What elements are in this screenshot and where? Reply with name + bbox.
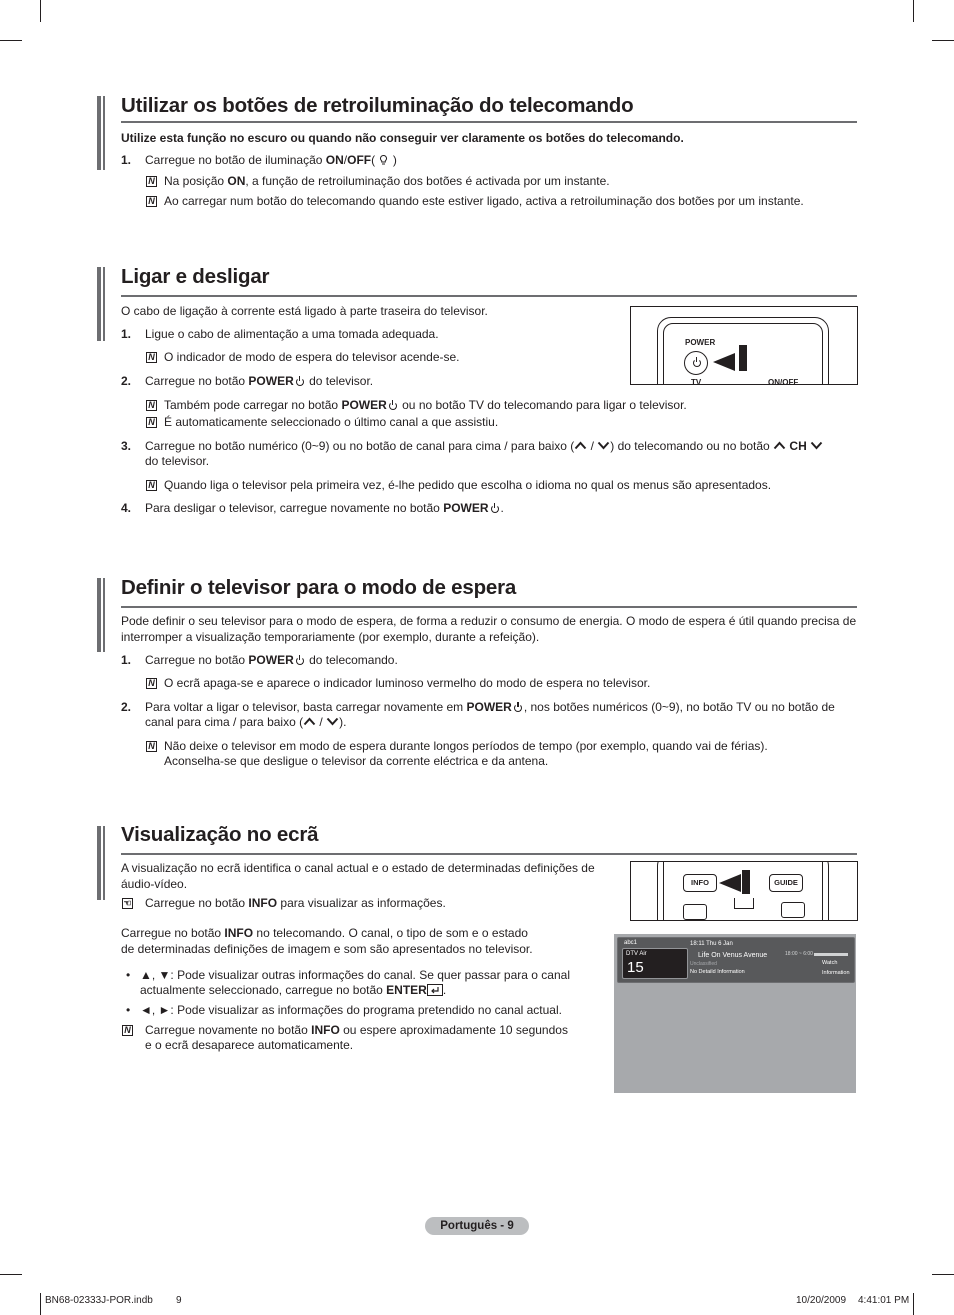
note-text-continued: e o ecrã desaparece automaticamente.: [145, 1038, 354, 1052]
osd-watch: Watch: [822, 960, 838, 966]
section-intro: O cabo de ligação à corrente está ligado à parte traseira do televisor.: [121, 304, 488, 318]
crop-mark: [0, 1274, 22, 1275]
step-text-continued: do televisor.: [145, 454, 210, 468]
note-text-continued: Aconselha-se que desligue o televisor da corrente eléctrica e da antena.: [164, 754, 549, 768]
power-icon: [513, 702, 523, 712]
hand-icon: ☜: [123, 898, 132, 908]
info-button: INFO: [683, 874, 717, 892]
note-text: É automaticamente seleccionado o último canal a que assistiu.: [164, 415, 499, 429]
note-text: Também pode carregar no botão POWER ou no botão TV do telecomando para ligar o televisor.: [164, 398, 687, 412]
chevron-down-icon: [597, 441, 610, 450]
step-text: Carregue no botão de iluminação ON/OFF( ): [145, 153, 397, 167]
note-icon: N: [122, 1025, 133, 1036]
step-number: 1.: [121, 327, 132, 341]
step-number: 4.: [121, 501, 132, 515]
note-icon: N: [146, 400, 157, 411]
note-text: Na posição ON, a função de retroiluminação dos botões é activada por um instante.: [164, 174, 610, 188]
power-button-icon: [684, 351, 708, 375]
power-icon: [490, 503, 500, 513]
power-icon: [295, 655, 305, 665]
guide-button: GUIDE: [769, 874, 803, 892]
note-icon: N: [146, 480, 157, 491]
osd-program: Life On Venus Avenue: [698, 952, 768, 959]
enter-icon: [427, 984, 443, 996]
section-rule: [121, 853, 857, 855]
note-icon: N: [146, 176, 157, 187]
chevron-down-icon: [326, 717, 339, 726]
step-text: Carregue no botão POWER do televisor.: [145, 374, 374, 388]
osd-channel-name: abc1: [624, 940, 638, 946]
pointer-arrow-icon: [713, 353, 735, 371]
chevron-up-icon: [773, 441, 786, 450]
note-icon: N: [146, 417, 157, 428]
osd-source: DTV Air: [626, 951, 647, 957]
step-text: Carregue no botão numérico (0~9) ou no botão de canal para cima / para baixo ( / ) do telecomando ou no botão CH: [145, 439, 823, 455]
hand-text: Carregue no botão INFO para visualizar as informações.: [145, 896, 446, 910]
crop-mark: [932, 1274, 954, 1275]
step-number: 2.: [121, 700, 132, 714]
crop-mark: [913, 0, 914, 22]
body-paragraph: Carregue no botão INFO no telecomando. O canal, o tipo de som e o estado: [121, 926, 528, 940]
light-bulb-icon: [378, 154, 389, 166]
note-icon: N: [146, 196, 157, 207]
section-title: Utilizar os botões de retroiluminação do telecomando: [121, 94, 634, 117]
page-number-badge: Português - 9: [425, 1217, 529, 1235]
step-text-continued: canal para cima / para baixo ( / ).: [145, 715, 347, 729]
step-number: 3.: [121, 439, 132, 453]
osd-screen: [614, 934, 856, 1093]
file-page: 9: [176, 1295, 182, 1306]
note-text: O indicador de modo de espera do televisor acende-se.: [164, 350, 460, 364]
section-rule: [121, 606, 857, 608]
osd-datetime: 18:11 Thu 6 Jan: [690, 941, 733, 947]
section-intro: Pode definir o seu televisor para o modo de espera, de forma a reduzir o consumo de energia. O modo de espera é útil quando precisa de interromper a visualização temporariamente (por exemplo, durante a refeição).: [121, 614, 857, 644]
note-icon: N: [146, 741, 157, 752]
power-icon: [388, 400, 398, 410]
remote-power-figure: [630, 306, 858, 385]
step-number: 2.: [121, 374, 132, 388]
osd-channel-number: 15: [627, 959, 644, 976]
print-time: 4:41:01 PM: [858, 1295, 910, 1306]
print-date: 10/20/2009: [796, 1295, 847, 1306]
section-title: Ligar e desligar: [121, 265, 270, 288]
power-icon: [295, 376, 305, 386]
body-paragraph-continued: de determinadas definições de imagem e som são apresentados no televisor.: [121, 942, 533, 956]
tv-label: TV: [691, 378, 702, 385]
osd-banner: [617, 937, 855, 983]
section-title: Definir o televisor para o modo de espera: [121, 576, 517, 599]
crop-mark: [40, 0, 41, 22]
bullet-dot: •: [126, 1003, 131, 1017]
chevron-up-icon: [303, 717, 316, 726]
bullet-text: ◄, ►: Pode visualizar as informações do programa pretendido no canal actual.: [140, 1003, 562, 1017]
note-text: Não deixe o televisor em modo de espera durante longos períodos de tempo (por exemplo, quando vai de férias).: [164, 739, 768, 753]
step-text: Carregue no botão POWER do telecomando.: [145, 653, 398, 667]
remote-info-figure: [630, 861, 858, 921]
note-icon: N: [146, 678, 157, 689]
osd-information: Information: [822, 970, 850, 976]
step-text: Ligue o cabo de alimentação a uma tomada adequada.: [145, 327, 439, 341]
chevron-up-icon: [574, 441, 587, 450]
section-rule: [121, 295, 857, 297]
step-number: 1.: [121, 653, 132, 667]
file-name: BN68-02333J-POR.indb: [45, 1295, 153, 1306]
section-intro: A visualização no ecrã identifica o canal actual e o estado de determinadas definições de áudio-vídeo.: [121, 861, 595, 891]
step-text: Para desligar o televisor, carregue novamente no botão POWER .: [145, 501, 504, 515]
osd-channel-box: [622, 948, 688, 979]
note-text: Quando liga o televisor pela primeira vez, é-lhe pedido que escolha o idioma no qual os menus são apresentados.: [164, 478, 772, 492]
osd-category: Unclassified: [690, 961, 717, 967]
bullet-dot: •: [126, 968, 131, 982]
crop-mark: [40, 1293, 41, 1315]
note-icon: N: [146, 352, 157, 363]
note-text: Ao carregar num botão do telecomando quando este estiver ligado, activa a retroiluminação dos botões por um instante.: [164, 194, 804, 208]
osd-progress-bar: [814, 953, 848, 956]
bullet-text-continued: actualmente seleccionado, carregue no botão ENTER .: [140, 983, 447, 997]
osd-details: No Detaild Information: [690, 969, 745, 975]
onoff-label: ON/OFF: [768, 378, 799, 385]
section-intro: Utilize esta função no escuro ou quando não conseguir ver claramente os botões do telecomando.: [121, 131, 684, 145]
bullet-text: ▲, ▼: Pode visualizar outras informações do canal. Se quer passar para o canal: [140, 968, 570, 982]
section-rule: [121, 121, 857, 123]
power-label: POWER: [685, 338, 716, 347]
crop-mark: [913, 1293, 914, 1315]
crop-mark: [0, 40, 22, 41]
note-text: O ecrã apaga-se e aparece o indicador luminoso vermelho do modo de espera no televisor.: [164, 676, 651, 690]
osd-time-range: 18:00 ~ 6:00: [785, 951, 813, 957]
section-title: Visualização no ecrã: [121, 823, 319, 846]
pointer-arrow-icon: [719, 874, 741, 892]
note-text: Carregue novamente no botão INFO ou espere aproximadamente 10 segundos: [145, 1023, 568, 1037]
step-text: Para voltar a ligar o televisor, basta carregar novamente em POWER , nos botões numéricos (0~9), no botão TV ou no botão de: [145, 700, 835, 714]
crop-mark: [932, 40, 954, 41]
step-number: 1.: [121, 153, 132, 167]
chevron-down-icon: [810, 441, 823, 450]
